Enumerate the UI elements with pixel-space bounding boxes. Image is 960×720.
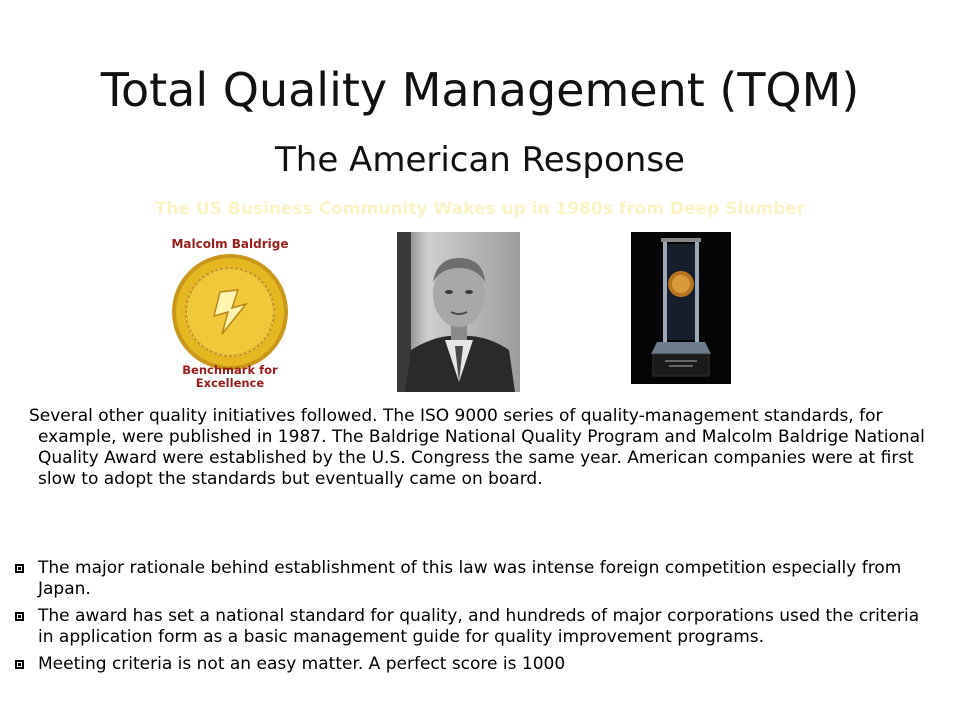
square-bullet-icon — [15, 612, 24, 621]
bullet-text: Meeting criteria is not an easy matter. A perfect score is 1000 — [38, 654, 566, 674]
bullet-item — [0, 606, 960, 648]
body-paragraph: Several other quality initiatives followed. The ISO 9000 series of quality-management standards, for example, were published in 1987. The Baldrige National Quality Program and Malcolm Baldrige National Quality Award were established by the U.S. Congress the same year. American companies were at first slow to adopt the standards but eventually came on board. — [29, 406, 925, 489]
slide-title: Total Quality Management (TQM) — [100, 63, 860, 117]
faint-heading: The US Business Community Wakes up in 1980s from Deep Slumber — [154, 199, 806, 219]
square-bullet-icon — [15, 564, 24, 573]
medal-top-text: Malcolm Baldrige — [171, 237, 289, 251]
bullet-item — [0, 654, 960, 675]
trophy-image — [631, 232, 731, 384]
bullet-item — [0, 558, 960, 600]
baldrige-medal-image — [162, 234, 298, 390]
portrait-photo — [397, 232, 520, 392]
bullet-list — [0, 558, 960, 681]
medal-bottom-text-1: Benchmark for — [182, 363, 278, 377]
medal-bottom-text-2: Excellence — [195, 376, 265, 390]
square-bullet-icon — [15, 660, 24, 669]
bullet-text: The award has set a national standard for quality, and hundreds of major corporations used the criteria in application form as a basic management guide for quality improvement programs. — [38, 606, 920, 647]
slide-subtitle: The American Response — [275, 140, 685, 180]
bullet-text: The major rationale behind establishment of this law was intense foreign competition especially from Japan. — [38, 558, 902, 599]
